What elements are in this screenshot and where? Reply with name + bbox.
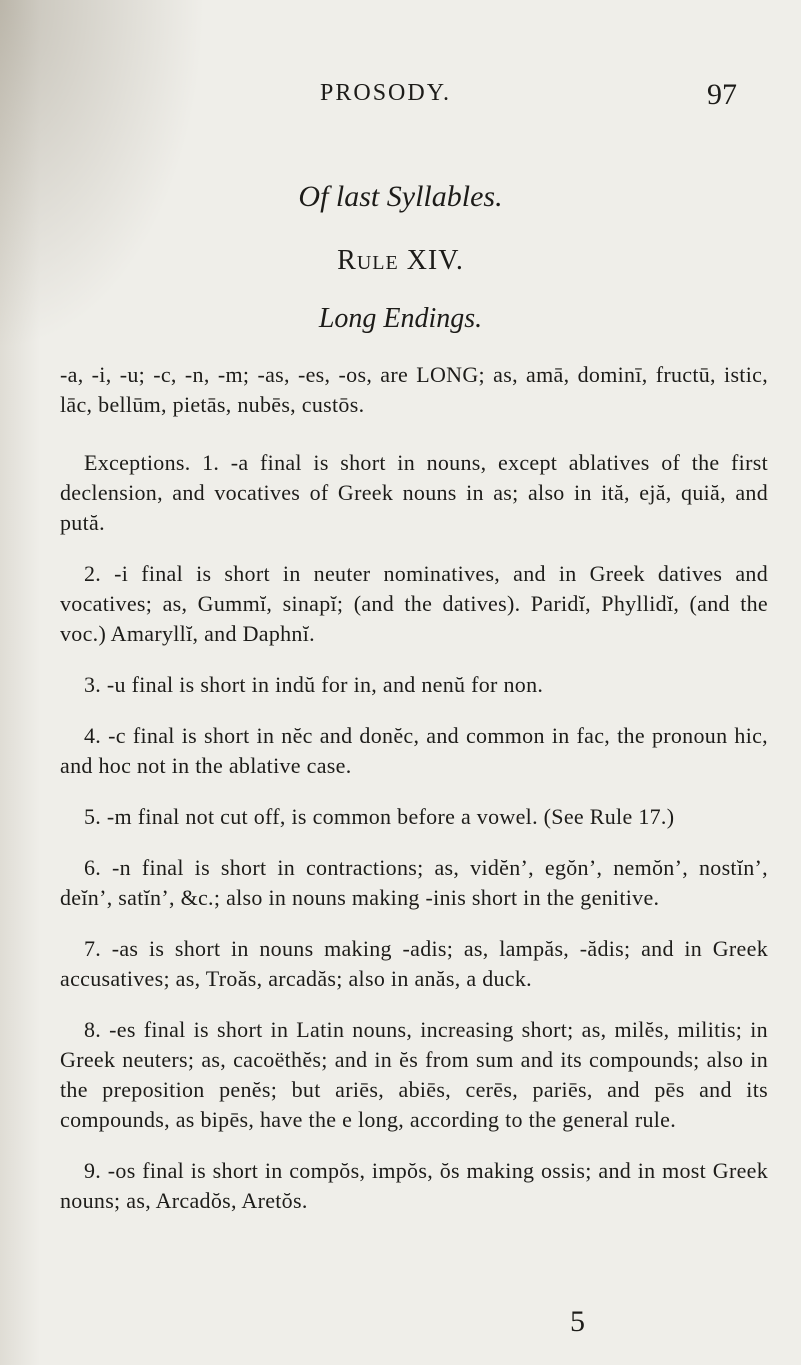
rule-statement: -a, -i, -u; -c, -n, -m; -as, -es, -os, are LONG; as, amā, dominī, fructū, istic, lāc, bellūm, pietās, nubēs, custōs. [60,362,768,417]
exception-6: 6. -n final is short in contractions; as, vidĕn’, egŏn’, nemŏn’, nostĭn’, deĭn’, satĭn’, &c.; also in nouns making -inis short in the genitive. [60,855,768,910]
exception-2: 2. -i final is short in neuter nominatives, and in Greek datives and vocatives; as, Gummĭ, sinapĭ; (and the datives). Paridĭ, Phyllidĭ, (and the voc.) Amaryllĭ, and Daphnĭ. [60,561,768,646]
exception-4: 4. -c final is short in nĕc and donĕc, and common in fac, the pronoun hic, and hoc not in the ablative case. [60,723,768,778]
subsection-title: Long Endings. [318,303,483,334]
signature-mark: 5 [570,1305,585,1338]
body-text [60,360,768,1237]
exception-1: Exceptions. 1. -a final is short in nouns, except ablatives of the first declension, and vocatives of Greek nouns in as; also in ită, ejă, quiă, and pută. [60,450,768,535]
exception-7: 7. -as is short in nouns making -adis; as, lampăs, -ădis; and in Greek accusatives; as, Troăs, arcadăs; also in anăs, a duck. [60,936,768,991]
running-title: PROSODY. [320,80,451,106]
exception-9: 9. -os final is short in compŏs, impŏs, ŏs making ossis; and in most Greek nouns; as, Arcadŏs, Aretŏs. [60,1158,768,1213]
exception-5: 5. -m final not cut off, is common before a vowel. (See Rule 17.) [84,804,675,829]
page-number: 97 [707,78,737,111]
running-head [0,80,801,116]
rule-title: Rule XIV. [337,245,464,276]
section-title: Of last Syllables. [298,180,503,213]
exception-8: 8. -es final is short in Latin nouns, increasing short; as, milĕs, militis; in Greek neuters; as, cacoëthĕs; and in ĕs from sum and its compounds; also in the preposition penĕs; but ariēs, abiēs, cerēs, pariēs, and pēs and its compounds, as bipēs, have the e long, according to the general rule. [60,1017,768,1132]
exception-3: 3. -u final is short in indŭ for in, and nenŭ for non. [84,672,544,697]
